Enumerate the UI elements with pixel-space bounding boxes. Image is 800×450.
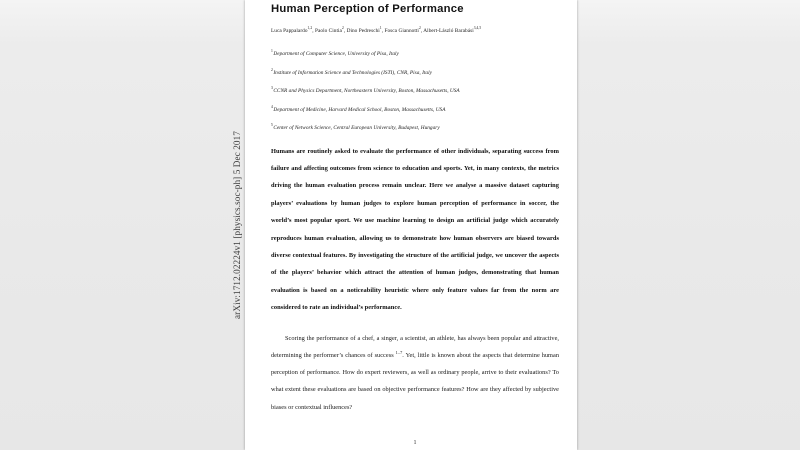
author-entry <box>271 28 312 34</box>
author-name: Albert-László Barabási <box>423 28 474 34</box>
author-name: Luca Pappalardo <box>271 28 308 34</box>
abstract-text: Humans are routinely asked to evaluate the performance of other individuals, separating success from failure and affecting outcomes from science to education and sports. Yet, in many contexts, the metrics driving the human evaluation process remain unclear. Here we analyse a massive dataset capturing players’ evaluations by human judges to explore human perception of performance in soccer, the world’s most popular sport. We use machine learning to design an artificial judge which accurately reproduces human evaluation, allowing us to demonstrate how human observers are biased towards diverse contextual features. By investigating the structure of the artificial judge, we uncover the aspects of the players’ behavior which attract the attention of human judges, demonstrating that human evaluation is based on a noticeability heuristic where only feature values far from the norm are considered to rate an individual’s performance. <box>271 147 559 312</box>
author-affiliation-marks: 1 <box>379 26 382 31</box>
author-list: Luca Pappalardo$^{1,2}$, Paolo Cintia$^2$, Dino Pedreschi$^1$, Fosca Giannotti$^2$, Albert-László Barabási$^{3,4,5}$ <box>271 26 482 34</box>
author-affiliation-marks: 2 <box>418 26 421 31</box>
affiliation-list <box>271 50 559 132</box>
author-name: Dino Pedreschi <box>346 28 380 34</box>
arxiv-stamp-text: arXiv:1712.02224v1 [physics.soc-ph] 5 Dec 2017 <box>232 131 242 319</box>
page-number: 1 <box>413 440 417 446</box>
affiliation-mark: 5 <box>271 123 273 128</box>
affiliation-text: Department of Medicine, Harvard Medical School, Boston, Massachusetts, USA <box>273 106 446 113</box>
intro-paragraph-part2: . Yet, little is known about the aspects that determine human perception of performance. How do expert reviewers, as well as ordinary people, arrive to their evaluations? To what extent these evaluations are based on objective performance features? How are they affected by subjective biases or contextual influences? <box>271 351 559 411</box>
affiliation-text: Department of Computer Science, University of Pisa, Italy <box>273 51 399 57</box>
affiliation-item <box>271 50 559 58</box>
author-entry <box>384 28 420 34</box>
intro-paragraph <box>271 330 559 416</box>
author-name: Fosca Giannotti <box>384 28 419 34</box>
intro-paragraph-part1: Scoring the performance of a chef, a singer, a scientist, an athlete, has always been popular and attractive, determining the performer’s chances of success <box>271 334 559 359</box>
author-affiliation-marks: 2 <box>341 26 344 31</box>
author-affiliation-marks: 3,4,5 <box>473 26 482 31</box>
page-content <box>271 0 559 450</box>
affiliation-item <box>271 124 559 132</box>
affiliation-item <box>271 106 559 114</box>
affiliation-text: Institute of Information Science and Technologies (ISTI), CNR, Pisa, Italy <box>273 69 432 76</box>
affiliation-item <box>271 87 559 95</box>
author-entry <box>423 28 481 34</box>
page-title: Human Perception of Performance <box>271 3 464 15</box>
arxiv-stamp-container <box>229 0 245 450</box>
affiliation-text: CCNR and Physics Department, Northeastern University, Boston, Massachusetts, USA <box>273 88 460 94</box>
affiliation-mark: 1 <box>271 49 273 54</box>
author-entry <box>315 28 344 34</box>
affiliation-text: Center of Network Science, Central European University, Budapest, Hungary <box>273 125 440 131</box>
author-affiliation-marks: 1,2 <box>307 26 313 31</box>
affiliation-mark: 4 <box>271 104 273 109</box>
affiliation-item <box>271 69 559 77</box>
arxiv-stamp <box>229 0 245 450</box>
affiliation-mark: 2 <box>271 67 273 72</box>
citation-reference: 1–7 <box>395 349 403 355</box>
author-entry <box>347 28 382 34</box>
affiliation-mark: 3 <box>271 86 273 91</box>
author-name: Paolo Cintia <box>314 28 342 34</box>
pdf-page <box>245 0 577 450</box>
